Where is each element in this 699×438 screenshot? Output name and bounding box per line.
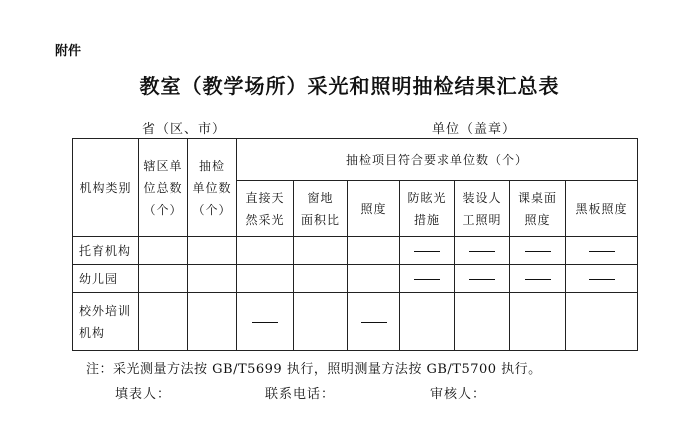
filler-label: 填表人： [115,387,172,402]
row-label-line: 机构 [79,325,106,340]
not-applicable-cell [400,237,455,265]
subheader-line: 然采光 [245,212,285,227]
header-compliance-group: 抽检项目符合要求单位数（个） [237,139,638,181]
footnote: 注：采光测量方法按 GB/T5699 执行，照明测量方法按 GB/T5700 执行。 [86,362,542,377]
dash-mark [469,251,495,252]
header-total-units-line: 位总数 [143,180,183,195]
subheader-cell [566,181,638,237]
not-applicable-cell [400,265,455,293]
subheader-cell [348,181,400,237]
subheader-line: 照度 [524,212,551,227]
header-sampled-units [188,139,237,237]
summary-table [72,138,638,351]
not-applicable-cell [566,237,638,265]
not-applicable-cell [510,237,566,265]
subheader-cell [455,181,510,237]
header-sampled-units-line: 单位数 [192,180,232,195]
count-cell[interactable] [139,237,188,265]
row-label-line: 校外培训 [79,303,132,318]
dash-mark [414,251,440,252]
row-label [73,237,139,265]
subheader-cell [400,181,455,237]
count-cell[interactable] [188,237,237,265]
dash-mark [525,279,551,280]
header-total-units-line: （个） [143,202,183,217]
count-cell[interactable] [237,265,294,293]
row-label-line: 幼儿园 [79,271,119,286]
row-label [73,293,139,351]
count-cell[interactable] [188,293,237,351]
count-cell[interactable] [139,265,188,293]
subheader-line: 课桌面 [517,190,557,205]
count-cell[interactable] [294,293,348,351]
dash-mark [252,322,278,323]
province-label: 省（区、市） [142,122,227,137]
row-label [73,265,139,293]
dash-mark [469,279,495,280]
header-total-units-line: 辖区单 [143,158,183,173]
subheader-cell [510,181,566,237]
count-cell[interactable] [566,293,638,351]
header-sampled-units-line: 抽检 [198,158,225,173]
subheader-line: 直接天 [245,190,285,205]
not-applicable-cell [348,293,400,351]
document-title: 教室（教学场所）采光和照明抽检结果汇总表 [139,74,560,98]
count-cell[interactable] [139,293,188,351]
not-applicable-cell [237,293,294,351]
dash-mark [361,322,387,323]
subheader-line: 措施 [413,212,440,227]
dash-mark [414,279,440,280]
count-cell[interactable] [294,265,348,293]
not-applicable-cell [510,265,566,293]
subheader-line: 窗地 [307,190,334,205]
count-cell[interactable] [455,293,510,351]
count-cell[interactable] [348,237,400,265]
header-sampled-units-line: （个） [192,202,232,217]
table-row [73,237,638,265]
subheader-line: 装设人 [462,190,502,205]
row-label-line: 托育机构 [79,243,132,258]
reviewer-label: 审核人： [430,387,487,402]
table-row [73,265,638,293]
count-cell[interactable] [510,293,566,351]
header-institution-type: 机构类别 [73,139,139,237]
dash-mark [589,251,615,252]
count-cell[interactable] [237,237,294,265]
subheader-line: 面积比 [300,212,340,227]
subheader-line: 防眩光 [407,190,447,205]
dash-mark [589,279,615,280]
attachment-label: 附件 [55,44,82,59]
dash-mark [525,251,551,252]
header-total-units [139,139,188,237]
subheader-line: 黑板照度 [575,201,628,216]
phone-label: 联系电话： [265,387,336,402]
count-cell[interactable] [348,265,400,293]
subheader-line: 照度 [360,201,387,216]
subheader-line: 工照明 [462,212,502,227]
not-applicable-cell [566,265,638,293]
not-applicable-cell [455,265,510,293]
count-cell[interactable] [294,237,348,265]
unit-label: 单位（盖章） [432,122,517,137]
count-cell[interactable] [188,265,237,293]
not-applicable-cell [455,237,510,265]
count-cell[interactable] [400,293,455,351]
table-row [73,293,638,351]
subheader-cell [294,181,348,237]
subheader-cell [237,181,294,237]
